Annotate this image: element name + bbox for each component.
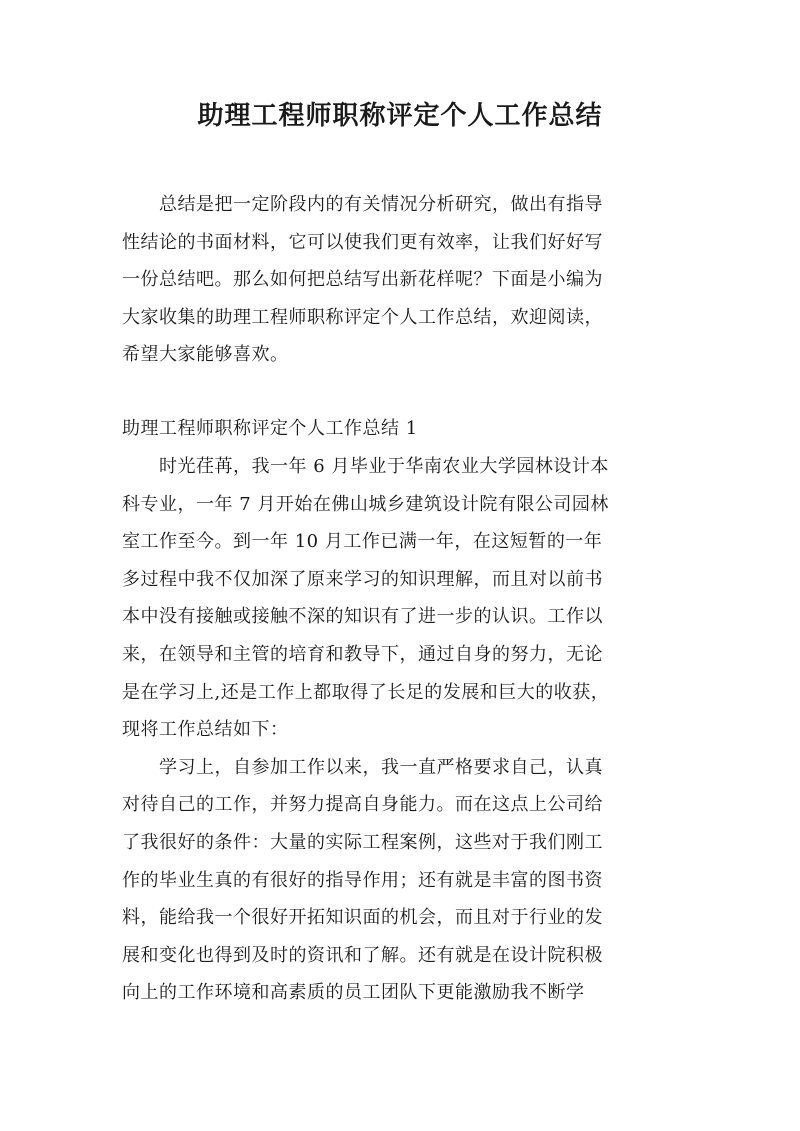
section-heading-block [122,410,682,448]
text-line: 性结论的书面材料，它可以使我们更有效率，让我们好好写 [122,231,603,253]
text-line: 多过程中我不仅加深了原来学习的知识理解，而且对以前书 [122,568,603,590]
text-line: 对待自己的工作，并努力提高自身能力。而在这点上公司给 [122,794,603,816]
text-line: 了我很好的条件：大量的实际工程案例，这些对于我们刚工 [122,831,603,853]
text-line: 来，在领导和主管的培育和教导下，通过自身的努力，无论 [122,643,603,665]
text-line: 科专业，一年 7 月开始在佛山城乡建筑设计院有限公司园林 [122,493,609,515]
text-line: 向上的工作环境和高素质的员工团队下更能激励我不断学 [122,982,585,1004]
section-body [122,448,682,1012]
text-line: 是在学习上,还是工作上都取得了长足的发展和巨大的收获， [122,681,610,703]
text-line: 学习上，自参加工作以来，我一直严格要求自己，认真 [122,756,603,778]
text-line: 时光荏苒，我一年 6 月毕业于华南农业大学园林设计本 [122,456,609,477]
text-line: 大家收集的助理工程师职称评定个人工作总结，欢迎阅读， [122,306,603,328]
text-line: 总结是把一定阶段内的有关情况分析研究，做出有指导 [122,194,603,215]
text-line: 展和变化也得到及时的资讯和了解。还有就是在设计院积极 [122,944,603,966]
intro-paragraph [122,186,682,374]
document-title: 助理工程师职称评定个人工作总结 [197,101,603,131]
text-line: 希望大家能够喜欢。 [122,344,289,366]
text-line: 本中没有接触或接触不深的知识有了进一步的认识。工作以 [122,606,603,628]
text-line: 料，能给我一个很好开拓知识面的机会，而且对于行业的发 [122,907,603,929]
section-heading: 助理工程师职称评定个人工作总结 1 [122,418,418,439]
text-line: 作的毕业生真的有很好的指导作用；还有就是丰富的图书资 [122,869,603,891]
text-line: 室工作至今。到一年 10 月工作已满一年，在这短暂的一年 [122,531,603,553]
text-line: 一份总结吧。那么如何把总结写出新花样呢？下面是小编为 [122,269,603,291]
text-line: 现将工作总结如下： [122,719,289,741]
